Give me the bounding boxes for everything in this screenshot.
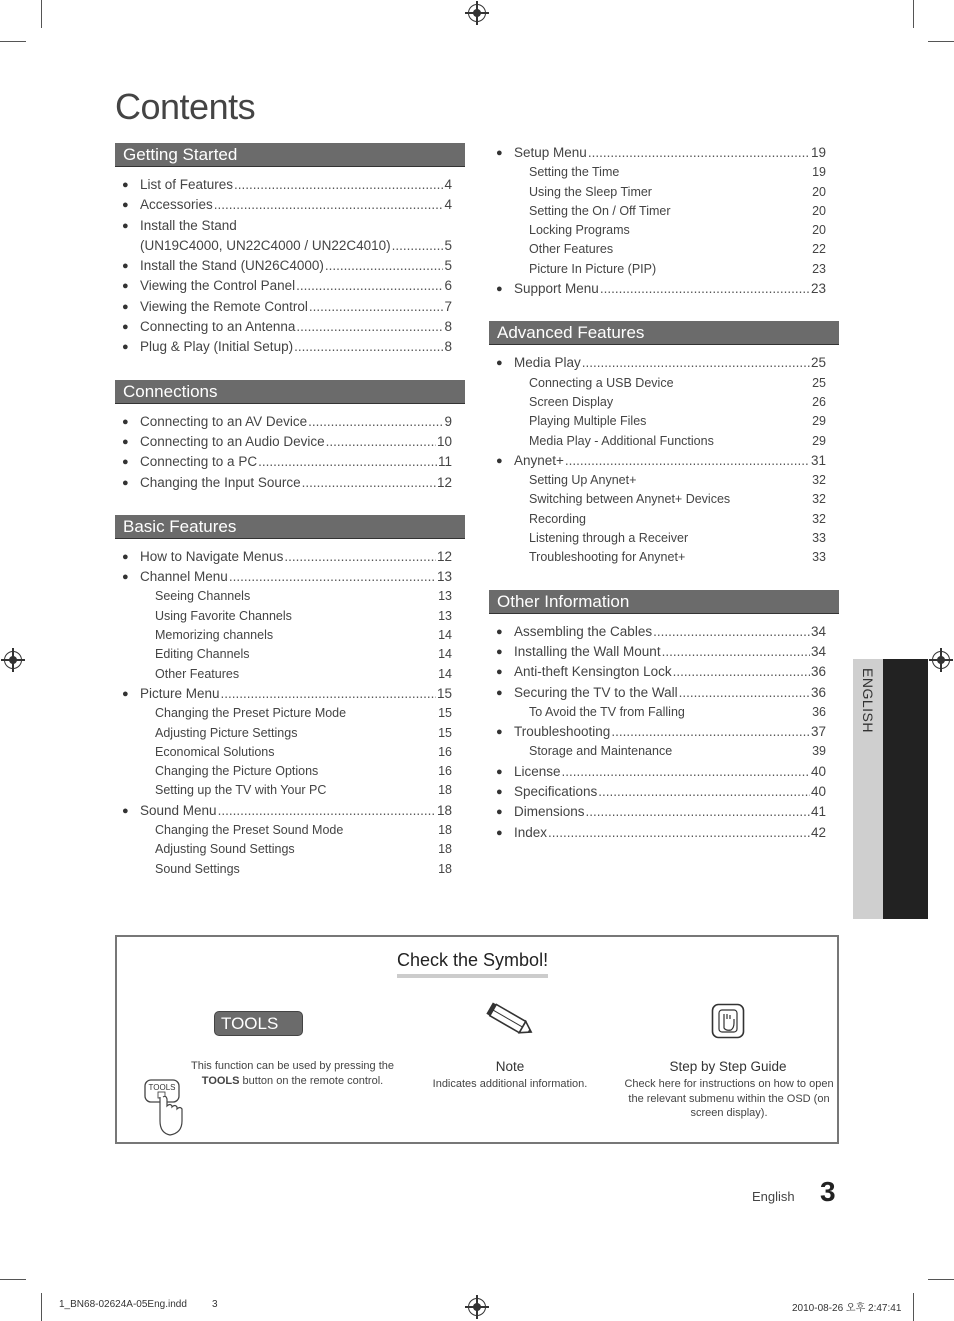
toc-entry-page: 13 bbox=[436, 569, 452, 585]
toc-subentry-label: Setting the On / Off Timer bbox=[529, 203, 671, 218]
toc-entry-label: Dimensions bbox=[514, 804, 585, 820]
dot-leader bbox=[308, 412, 443, 432]
bullet-icon: ● bbox=[122, 571, 129, 584]
dot-leader bbox=[588, 143, 810, 163]
toc-subentry-page: 20 bbox=[812, 203, 826, 218]
toc-subentry-label: Changing the Picture Options bbox=[155, 764, 319, 779]
toc-entry-page: 15 bbox=[436, 685, 452, 701]
toc-entry-page: 8 bbox=[444, 319, 452, 335]
toc-entry-page: 41 bbox=[810, 804, 826, 820]
section-heading: Connections bbox=[115, 380, 465, 404]
toc-subentry[interactable] bbox=[489, 412, 839, 431]
crop-mark bbox=[0, 1279, 26, 1280]
toc-subentry-page: 20 bbox=[812, 223, 826, 238]
crop-mark bbox=[41, 0, 42, 28]
toc-entry-page: 11 bbox=[437, 454, 452, 470]
toc-subentry-label: Other Features bbox=[529, 242, 614, 257]
toc-list bbox=[115, 167, 465, 358]
toc-entry[interactable] bbox=[115, 256, 465, 276]
toc-subentry-page: 14 bbox=[438, 628, 452, 643]
toc-entry[interactable] bbox=[115, 297, 465, 317]
toc-subentry[interactable] bbox=[489, 432, 839, 451]
toc-subentry-label: Switching between Anynet+ Devices bbox=[529, 492, 731, 507]
toc-subentry-label: To Avoid the TV from Falling bbox=[529, 704, 685, 719]
dot-leader bbox=[229, 567, 436, 587]
toc-section bbox=[115, 515, 465, 879]
toc-entry-label: Install the Stand bbox=[140, 217, 237, 233]
remote-tools-button-icon bbox=[144, 1079, 184, 1139]
language-tab-label: ENGLISH bbox=[860, 668, 876, 733]
step-guide-icon bbox=[711, 1003, 745, 1039]
bullet-icon: ● bbox=[122, 179, 129, 191]
toc-subentry-label: Troubleshooting for Anynet+ bbox=[529, 550, 686, 565]
dot-leader bbox=[600, 279, 810, 299]
toc-subentry-label: Picture In Picture (PIP) bbox=[529, 261, 657, 276]
toc-entry[interactable] bbox=[115, 337, 465, 357]
toc-entry-label: Viewing the Control Panel bbox=[140, 278, 296, 294]
toc-entry[interactable] bbox=[115, 452, 465, 472]
toc-subentry-label: Economical Solutions bbox=[155, 744, 275, 759]
dot-leader bbox=[598, 782, 810, 802]
toc-entry-label: (UN19C4000, UN22C4000 / UN22C4010) bbox=[140, 237, 391, 253]
dot-leader bbox=[325, 256, 444, 276]
toc-entry[interactable] bbox=[489, 823, 839, 843]
dot-leader bbox=[653, 622, 810, 642]
toc-subentry-label: Editing Channels bbox=[155, 647, 250, 662]
tools-badge bbox=[214, 1011, 303, 1036]
toc-subentry[interactable] bbox=[489, 374, 839, 393]
toc-entry-page: 23 bbox=[810, 281, 826, 297]
toc-subentry[interactable] bbox=[489, 260, 839, 279]
toc-subentry-label: Storage and Maintenance bbox=[529, 744, 673, 759]
crop-mark bbox=[41, 1293, 42, 1321]
toc-subentry[interactable] bbox=[115, 645, 465, 664]
toc-section bbox=[115, 380, 465, 493]
section-heading: Advanced Features bbox=[489, 321, 839, 345]
dot-leader bbox=[258, 452, 437, 472]
bullet-icon: ● bbox=[122, 219, 129, 232]
toc-subentry-label: Setting Up Anynet+ bbox=[529, 473, 637, 488]
toc-subentry[interactable] bbox=[489, 471, 839, 490]
toc-entry[interactable] bbox=[115, 175, 465, 195]
crop-mark bbox=[913, 0, 914, 28]
toc-entry-page: 19 bbox=[810, 145, 826, 160]
toc-entry-page: 36 bbox=[810, 684, 826, 700]
toc-entry-label: Connecting to an Audio Device bbox=[140, 433, 325, 449]
toc-entry[interactable] bbox=[489, 722, 839, 742]
toc-entry[interactable] bbox=[489, 762, 839, 782]
toc-entry[interactable] bbox=[489, 451, 839, 471]
toc-subentry-page: 32 bbox=[812, 511, 826, 526]
toc-entry-page: 12 bbox=[436, 474, 452, 490]
toc-subentry-label: Listening through a Receiver bbox=[529, 531, 689, 546]
toc-right-column bbox=[489, 143, 839, 843]
slug-date: 2010-08-26 오후 2:47:41 bbox=[792, 1303, 902, 1314]
registration-mark-icon bbox=[4, 651, 22, 669]
note-description: Indicates additional information. bbox=[432, 1078, 588, 1090]
toc-entry-label: Securing the TV to the Wall bbox=[514, 684, 678, 700]
toc-subentry-page: 16 bbox=[438, 744, 452, 759]
toc-entry-label: Anynet+ bbox=[514, 452, 564, 468]
toc-subentry-label: Setting the Time bbox=[529, 165, 620, 180]
toc-section bbox=[115, 143, 465, 358]
toc-entry-label: Connecting to an Antenna bbox=[140, 319, 296, 335]
toc-subentry-label: Setting up the TV with Your PC bbox=[155, 783, 327, 798]
toc-entry[interactable] bbox=[115, 684, 465, 704]
toc-subentry-page: 13 bbox=[438, 589, 452, 604]
dot-leader bbox=[302, 473, 436, 493]
toc-subentry-page: 33 bbox=[812, 531, 826, 546]
toc-subentry-label: Using Favorite Channels bbox=[155, 608, 292, 623]
toc-subentry-page: 19 bbox=[812, 165, 826, 180]
toc-entry-page: 36 bbox=[810, 664, 826, 680]
section-heading: Other Information bbox=[489, 590, 839, 614]
bullet-icon: ● bbox=[122, 280, 129, 293]
toc-subentry[interactable] bbox=[489, 183, 839, 202]
toc-entry[interactable] bbox=[489, 622, 839, 642]
toc-entry-page: 10 bbox=[436, 433, 452, 449]
dot-leader bbox=[565, 451, 810, 471]
toc-entry-label: Index bbox=[514, 824, 548, 840]
toc-entry-page: 40 bbox=[810, 763, 826, 779]
toc-entry[interactable] bbox=[115, 412, 465, 432]
toc-entry-label: Viewing the Remote Control bbox=[140, 298, 308, 314]
dot-leader bbox=[214, 195, 444, 215]
toc-subentry-page: 18 bbox=[438, 823, 452, 838]
registration-mark-icon bbox=[932, 651, 950, 669]
dot-leader bbox=[296, 276, 443, 296]
dot-leader bbox=[662, 642, 810, 662]
toc-entry[interactable] bbox=[489, 353, 839, 373]
toc-subentry[interactable] bbox=[115, 860, 465, 879]
toc-entry-label: How to Navigate Menus bbox=[140, 548, 284, 564]
bullet-icon: ● bbox=[496, 806, 503, 819]
toc-entry[interactable] bbox=[489, 782, 839, 802]
toc-entry[interactable] bbox=[489, 802, 839, 822]
toc-entry-page: 25 bbox=[810, 355, 826, 371]
toc-subentry-label: Media Play - Additional Functions bbox=[529, 433, 714, 448]
bullet-icon: ● bbox=[122, 476, 129, 489]
bullet-icon: ● bbox=[496, 726, 503, 739]
toc-entry-page: 37 bbox=[810, 724, 826, 740]
toc-subentry-label: Playing Multiple Files bbox=[529, 414, 647, 429]
toc-subentry[interactable] bbox=[115, 607, 465, 626]
toc-subentry[interactable] bbox=[115, 840, 465, 859]
toc-entry-page: 9 bbox=[444, 413, 452, 429]
toc-entry-label: Install the Stand (UN26C4000) bbox=[140, 258, 324, 274]
toc-entry-page: 42 bbox=[810, 824, 826, 840]
bullet-icon: ● bbox=[496, 686, 503, 699]
toc-subentry[interactable] bbox=[115, 724, 465, 743]
toc-entry[interactable] bbox=[115, 216, 465, 257]
dot-leader bbox=[284, 547, 436, 567]
crop-mark bbox=[928, 1279, 954, 1280]
toc-subentry-label: Seeing Channels bbox=[155, 589, 251, 604]
toc-entry-label: Installing the Wall Mount bbox=[514, 643, 661, 659]
toc-subentry-label: Changing the Preset Sound Mode bbox=[155, 823, 344, 838]
dot-leader bbox=[611, 722, 810, 742]
bullet-icon: ● bbox=[496, 666, 503, 679]
step-guide-description: Check here for instructions on how to open the relevant submenu within the OSD (on screen display). bbox=[624, 1078, 834, 1119]
toc-entry-label: Picture Menu bbox=[140, 685, 220, 701]
toc-list bbox=[489, 143, 839, 299]
dot-leader bbox=[562, 762, 810, 782]
bullet-icon: ● bbox=[122, 687, 129, 700]
bullet-icon: ● bbox=[122, 456, 129, 469]
bullet-icon: ● bbox=[122, 260, 129, 273]
toc-entry-label: License bbox=[514, 763, 561, 779]
toc-subentry-label: Connecting a USB Device bbox=[529, 375, 674, 390]
toc-subentry-label: Changing the Preset Picture Mode bbox=[155, 706, 347, 721]
bullet-icon: ● bbox=[122, 804, 129, 817]
toc-entry-page: 5 bbox=[444, 258, 452, 274]
toc-subentry-label: Using the Sleep Timer bbox=[529, 184, 652, 199]
toc-list bbox=[115, 404, 465, 493]
footer-language: English bbox=[752, 1189, 795, 1204]
toc-subentry-page: 39 bbox=[812, 744, 826, 759]
toc-subentry-label: Sound Settings bbox=[155, 861, 240, 876]
crop-mark bbox=[928, 41, 954, 42]
bullet-icon: ● bbox=[496, 283, 503, 296]
toc-entry-label: Support Menu bbox=[514, 281, 599, 297]
tools-badge-label: TOOLS bbox=[221, 1014, 279, 1033]
step-guide-heading: Step by Step Guide bbox=[669, 1059, 787, 1074]
toc-subentry[interactable] bbox=[115, 626, 465, 645]
toc-entry-page: 34 bbox=[810, 623, 826, 639]
dot-leader bbox=[548, 823, 810, 843]
toc-entry[interactable] bbox=[115, 473, 465, 493]
toc-entry-page: 8 bbox=[444, 339, 452, 355]
bullet-icon: ● bbox=[122, 300, 129, 313]
bullet-icon: ● bbox=[122, 199, 129, 212]
toc-subentry-label: Memorizing channels bbox=[155, 628, 274, 643]
toc-subentry[interactable] bbox=[489, 221, 839, 240]
toc-entry-label: Channel Menu bbox=[140, 569, 228, 585]
toc-subentry[interactable] bbox=[489, 510, 839, 529]
bullet-icon: ● bbox=[122, 341, 129, 354]
toc-subentry-page: 20 bbox=[812, 184, 826, 199]
toc-subentry-page: 18 bbox=[438, 783, 452, 798]
toc-subentry-label: Other Features bbox=[155, 666, 240, 681]
toc-entry-page: 5 bbox=[444, 237, 452, 253]
page-number: 3 bbox=[820, 1176, 836, 1207]
bullet-icon: ● bbox=[496, 357, 503, 370]
toc-entry[interactable] bbox=[115, 801, 465, 821]
toc-subentry[interactable] bbox=[115, 821, 465, 840]
toc-entry-page: 7 bbox=[444, 298, 452, 314]
toc-subentry-page: 29 bbox=[812, 414, 826, 429]
dot-leader bbox=[673, 662, 810, 682]
bullet-icon: ● bbox=[496, 625, 503, 638]
toc-entry-label: Specifications bbox=[514, 784, 598, 800]
bullet-icon: ● bbox=[122, 321, 129, 334]
bullet-icon: ● bbox=[122, 415, 129, 428]
remote-tools-label: TOOLS bbox=[148, 1083, 176, 1092]
toc-entry[interactable] bbox=[489, 683, 839, 703]
bullet-icon: ● bbox=[496, 147, 503, 159]
toc-list bbox=[489, 345, 839, 567]
toc-entry-page: 18 bbox=[436, 802, 452, 818]
toc-entry[interactable] bbox=[489, 662, 839, 682]
section-heading: Getting Started bbox=[115, 143, 465, 167]
bullet-icon: ● bbox=[496, 765, 503, 778]
dot-leader bbox=[326, 432, 436, 452]
toc-subentry-page: 13 bbox=[438, 608, 452, 623]
toc-entry-page: 6 bbox=[444, 278, 452, 294]
toc-entry[interactable] bbox=[489, 642, 839, 662]
toc-entry-label: Connecting to a PC bbox=[140, 454, 258, 470]
toc-subentry-page: 23 bbox=[812, 261, 826, 276]
slug-filename: 1_BN68-02624A-05Eng.indd bbox=[59, 1299, 187, 1310]
toc-entry-label: Media Play bbox=[514, 355, 581, 371]
note-heading: Note bbox=[495, 1059, 525, 1074]
toc-subentry-label: Adjusting Picture Settings bbox=[155, 725, 298, 740]
toc-subentry-page: 16 bbox=[438, 764, 452, 779]
toc-subentry[interactable] bbox=[115, 587, 465, 606]
toc-entry-label: Accessories bbox=[140, 197, 213, 213]
dot-leader bbox=[296, 317, 443, 337]
toc-entry-page: 31 bbox=[810, 452, 826, 468]
bullet-icon: ● bbox=[122, 435, 129, 448]
dot-leader bbox=[221, 684, 436, 704]
toc-subentry[interactable] bbox=[115, 762, 465, 781]
toc-entry[interactable] bbox=[489, 279, 839, 299]
bullet-icon: ● bbox=[496, 826, 503, 839]
toc-entry[interactable] bbox=[115, 195, 465, 215]
language-tab-dark bbox=[883, 659, 928, 919]
dot-leader bbox=[392, 236, 444, 256]
toc-list bbox=[115, 539, 465, 879]
toc-entry-page: 4 bbox=[444, 177, 452, 192]
toc-subentry-page: 33 bbox=[812, 550, 826, 565]
toc-entry-label: Changing the Input Source bbox=[140, 474, 301, 490]
toc-entry-label: Troubleshooting bbox=[514, 724, 611, 740]
toc-subentry[interactable] bbox=[115, 665, 465, 684]
registration-mark-icon bbox=[468, 1298, 486, 1316]
toc-subentry[interactable] bbox=[115, 743, 465, 762]
toc-subentry-page: 14 bbox=[438, 666, 452, 681]
toc-subentry[interactable] bbox=[489, 703, 839, 722]
toc-section bbox=[489, 143, 839, 299]
symbol-legend-title: Check the Symbol! bbox=[397, 950, 548, 978]
toc-entry-label: Plug & Play (Initial Setup) bbox=[140, 339, 294, 355]
toc-subentry-page: 18 bbox=[438, 861, 452, 876]
toc-entry-label: Sound Menu bbox=[140, 802, 217, 818]
toc-subentry[interactable] bbox=[489, 742, 839, 761]
toc-entry-page: 34 bbox=[810, 643, 826, 659]
page-title: Contents bbox=[115, 86, 256, 127]
toc-subentry-page: 36 bbox=[812, 704, 826, 719]
toc-subentry-label: Locking Programs bbox=[529, 223, 630, 238]
toc-subentry-page: 32 bbox=[812, 473, 826, 488]
toc-entry-label: List of Features bbox=[140, 177, 234, 192]
note-pencil-icon bbox=[484, 1001, 538, 1041]
dot-leader bbox=[234, 175, 443, 195]
bullet-icon: ● bbox=[496, 786, 503, 799]
toc-subentry-label: Screen Display bbox=[529, 394, 614, 409]
dot-leader bbox=[586, 802, 810, 822]
toc-subentry[interactable] bbox=[115, 704, 465, 723]
registration-mark-icon bbox=[468, 4, 486, 22]
toc-entry[interactable] bbox=[115, 317, 465, 337]
toc-subentry[interactable] bbox=[489, 202, 839, 221]
toc-subentry-page: 29 bbox=[812, 433, 826, 448]
slug-page: 3 bbox=[212, 1299, 218, 1310]
crop-mark bbox=[0, 41, 26, 42]
section-heading: Basic Features bbox=[115, 515, 465, 539]
toc-subentry-page: 32 bbox=[812, 492, 826, 507]
toc-subentry[interactable] bbox=[489, 163, 839, 182]
toc-subentry-page: 22 bbox=[812, 242, 826, 257]
toc-entry-label: Setup Menu bbox=[514, 145, 587, 160]
toc-entry[interactable] bbox=[115, 547, 465, 567]
hand-press-icon bbox=[223, 1038, 241, 1056]
bullet-icon: ● bbox=[496, 454, 503, 467]
dot-leader bbox=[679, 683, 810, 703]
toc-left-column bbox=[115, 143, 465, 879]
toc-subentry-page: 18 bbox=[438, 842, 452, 857]
toc-section bbox=[489, 590, 839, 843]
dot-leader bbox=[582, 353, 810, 373]
toc-entry[interactable] bbox=[489, 143, 839, 163]
toc-subentry-label: Recording bbox=[529, 511, 586, 526]
toc-subentry-page: 15 bbox=[438, 725, 452, 740]
toc-entry-label: Assembling the Cables bbox=[514, 623, 653, 639]
toc-subentry[interactable] bbox=[115, 781, 465, 800]
toc-subentry[interactable] bbox=[489, 548, 839, 567]
dot-leader bbox=[309, 297, 444, 317]
toc-subentry[interactable] bbox=[489, 529, 839, 548]
bullet-icon: ● bbox=[496, 645, 503, 658]
toc-subentry[interactable] bbox=[489, 490, 839, 509]
crop-mark bbox=[913, 1293, 914, 1321]
toc-subentry-page: 26 bbox=[812, 394, 826, 409]
toc-entry[interactable] bbox=[115, 276, 465, 296]
toc-entry-page: 4 bbox=[444, 197, 452, 213]
toc-entry-label: Anti-theft Kensington Lock bbox=[514, 664, 672, 680]
toc-entry-page: 40 bbox=[810, 784, 826, 800]
toc-subentry[interactable] bbox=[489, 393, 839, 412]
toc-section bbox=[489, 321, 839, 567]
bullet-icon: ● bbox=[122, 550, 129, 563]
dot-leader bbox=[294, 337, 443, 357]
toc-subentry-page: 14 bbox=[438, 647, 452, 662]
toc-subentry-page: 15 bbox=[438, 706, 452, 721]
toc-subentry[interactable] bbox=[489, 240, 839, 259]
tools-description: This function can be used by pressing the TOOLS button on the remote control. bbox=[190, 1060, 394, 1087]
toc-entry[interactable] bbox=[115, 567, 465, 587]
toc-entry-page: 12 bbox=[436, 548, 452, 564]
dot-leader bbox=[218, 801, 436, 821]
toc-subentry-label: Adjusting Sound Settings bbox=[155, 842, 295, 857]
toc-list bbox=[489, 614, 839, 843]
toc-subentry-page: 25 bbox=[812, 375, 826, 390]
toc-entry[interactable] bbox=[115, 432, 465, 452]
toc-entry-label: Connecting to an AV Device bbox=[140, 413, 308, 429]
